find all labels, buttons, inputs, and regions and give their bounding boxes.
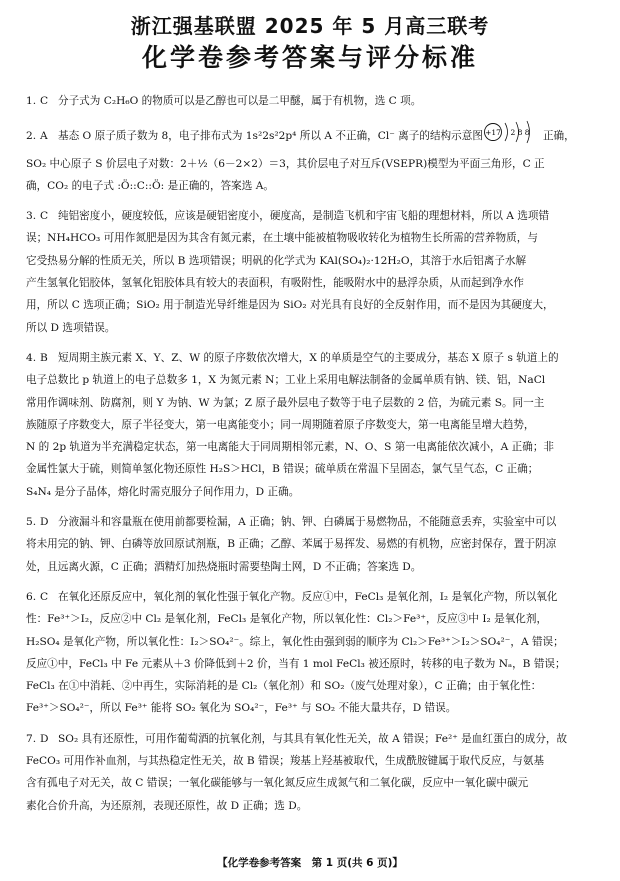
explanation-text: 正确，	[542, 130, 575, 143]
answer-line: 金属性氯大于硫，则简单氢化物还原性 H₂S＞HCl，B 错误；硫单质在常温下呈固态，氯气呈气态，C 正确；	[26, 463, 539, 476]
answer-line: 性：Fe³⁺＞I₂，反应②中 Cl₂ 是氧化剂，FeCl₃ 是氧化产物，所以氧化性：Cl₂＞Fe³⁺，反应③中 I₂ 是氧化剂，	[26, 613, 548, 626]
answer-line: 含有孤电子对无关，故 C 错误；一氧化碳能够与一氧化氮反应生成氮气和二氧化碳，反应中一氧化碳中碳元	[26, 777, 529, 790]
answer-line	[26, 347, 596, 369]
item-answer: A	[40, 130, 48, 143]
answer-line: FeCO₃ 可用作补血剂，与其热稳定性无关，故 B 错误；羧基上羟基被取代，生成酰胺键属于取代反应，与氨基	[26, 755, 545, 768]
title-line1: 浙江强基联盟 2025 年 5 月高三联考	[130, 14, 490, 38]
answer-item-6	[26, 586, 596, 720]
explanation-text: 分子式为 C₂H₆O 的物质可以是乙醇也可以是二甲醚，属于有机物，选 C 项。	[58, 95, 422, 107]
answer-line: 它受热易分解的性质无关，所以 B 选项错误；明矾的化学式为 KAl(SO₄)₂·12H₂O，其溶于水后铝离子水解	[26, 254, 527, 267]
item-answer: D	[40, 516, 49, 529]
explanation-text: 分液漏斗和容量瓶在使用前都要检漏，A 正确；钠、钾、白磷属于易燃物品，不能随意丢弃，实验室中可以	[58, 516, 557, 529]
answer-line: 族随原子序数变大，原子半径变大，第一电离能变小；同一周期随着原子序数变大，第一电离能呈增大趋势，	[26, 418, 535, 431]
shell-electrons: 2 8 8	[510, 128, 530, 138]
explanation-text: 短周期主族元素 X、Y、Z、W 的原子序数依次增大，X 的单质是空气的主要成分，基态 X 原子 s 轨道上的	[58, 351, 559, 364]
atom-structure-icon	[483, 120, 543, 144]
answer-line: 素化合价升高，为还原剂，表现还原性，故 D 正确；选 D。	[26, 799, 308, 812]
answer-item-2	[26, 120, 596, 197]
answer-line: 处，且远离火源，C 正确；酒精灯加热烧瓶时需要垫陶土网，D 不正确；答案选 D。	[26, 560, 422, 573]
item-answer: D	[40, 732, 49, 745]
answer-line: N 的 2p 轨道为半充满稳定状态，第一电离能大于同周期相邻元素，N、O、S 第一电离能依次减小，A 正确；非	[26, 441, 555, 454]
item-number: 6.	[26, 590, 37, 603]
explanation-text: 基态 O 原子质子数为 8，电子排布式为 1s²2s²2p⁴ 所以 A 不正确，Cl⁻ 离子的结构示意图	[58, 130, 483, 143]
item-number: 5.	[26, 516, 37, 529]
item-number: 7.	[26, 732, 37, 745]
answer-line: 将未用完的钠、钾、白磷等放回原试剂瓶，B 正确；乙醇、苯属于易挥发、易燃的有机物，应密封保存，置于阴凉	[26, 538, 557, 551]
answer-line: 确，CO₂ 的电子式 :Ö::C::Ö: 是正确的，答案选 A。	[26, 179, 274, 192]
answer-item-3	[26, 205, 596, 339]
answer-line	[26, 205, 596, 227]
item-answer: C	[40, 590, 49, 603]
answer-line	[26, 120, 596, 152]
answer-line: FeCl₃ 在①中消耗、②中再生，实际消耗的是 Cl₂（氧化剂）和 SO₂（废气处理对象），C 正确；由于氧化性：	[26, 680, 542, 693]
item-answer: C	[40, 95, 49, 107]
answer-line: H₂SO₄ 是氧化产物，所以氧化性：I₂＞SO₄²⁻。综上，氧化性由强到弱的顺序为 Cl₂＞Fe³⁺＞I₂＞SO₄²⁻，A 错误；	[26, 635, 564, 648]
item-answer: B	[40, 351, 48, 364]
answer-line	[26, 586, 596, 608]
answer-item-1	[26, 90, 596, 112]
answer-line: S₄N₄ 是分子晶体，熔化时需克服分子间作用力，D 正确。	[26, 485, 300, 498]
explanation-text: SO₂ 具有还原性，可用作葡萄酒的抗氧化剂，与其具有氧化性无关，故 A 错误；Fe²⁺ 是血红蛋白的成分，故	[58, 732, 568, 745]
answer-list	[26, 90, 596, 825]
item-number: 3.	[26, 210, 37, 223]
explanation-text: 纯铝密度小，硬度较低，应该是硬铝密度小，硬度高，是制造飞机和宇宙飞船的理想材料，所以 A 选项错	[58, 210, 550, 223]
answer-line: 反应①中，FeCl₃ 中 Fe 元素从＋3 价降低到＋2 价，当有 1 mol FeCl₃ 被还原时，转移的电子数为 Nₐ，B 错误；	[26, 657, 566, 670]
item-number: 1.	[26, 95, 37, 107]
explanation-text: 在氧化还原反应中，氧化剂的氧化性强于氧化产物。反应①中，FeCl₃ 是氧化剂，I₂ 是氧化产物，所以氧化	[58, 590, 558, 603]
answer-item-4	[26, 347, 596, 503]
answer-line	[26, 511, 596, 533]
answer-line	[26, 728, 596, 750]
answer-line: SO₂ 中心原子 S 价层电子对数：2＋½（6－2×2）＝3，其价层电子对互斥(VSEPR)模型为平面三角形，C 正	[26, 157, 545, 170]
answer-line: 电子总数比 p 轨道上的电子总数多 1，X 为氮元素 N；工业上采用电解法制备的金属单质有钠、镁、铝，NaCl	[26, 374, 546, 387]
item-answer: C	[40, 210, 49, 223]
answer-item-5	[26, 511, 596, 578]
answer-line: 用，所以 C 选项正确；SiO₂ 用于制造光导纤维是因为 SiO₂ 对光具有良好的全反射作用，而不是因为其硬度大，	[26, 299, 554, 312]
answer-line: 误；NH₄HCO₃ 可用作氮肥是因为其含有氮元素，在土壤中能被植物吸收转化为植物生长所需的营养物质，与	[26, 232, 538, 245]
answer-line: 所以 D 选项错误。	[26, 321, 116, 334]
page-footer: 【化学卷参考答案 第 1 页(共 6 页)】	[217, 857, 403, 869]
item-number: 2.	[26, 130, 37, 143]
answer-line	[26, 90, 596, 112]
title-line2: 化学卷参考答案与评分标准	[141, 43, 478, 72]
answer-line: 产生氢氧化铝胶体，氢氧化铝胶体具有较大的表面积，有吸附性，能吸附水中的悬浮杂质，从而起到净水作	[26, 277, 524, 290]
cl-ion-structure-diagram	[483, 120, 543, 152]
answer-line: 常用作调味剂、防腐剂，则 Y 为钠、W 为氯；Z 原子最外层电子数等于电子层数的 2 倍，为硫元素 S。同一主	[26, 396, 545, 409]
nucleus-label: +17	[485, 128, 501, 138]
answer-line: Fe³⁺＞SO₄²⁻，所以 Fe³⁺ 能将 SO₂ 氧化为 SO₄²⁻，Fe³⁺ 与 SO₂ 不能大量共存，D 错误。	[26, 702, 457, 715]
item-number: 4.	[26, 351, 37, 364]
answer-item-7	[26, 728, 596, 817]
